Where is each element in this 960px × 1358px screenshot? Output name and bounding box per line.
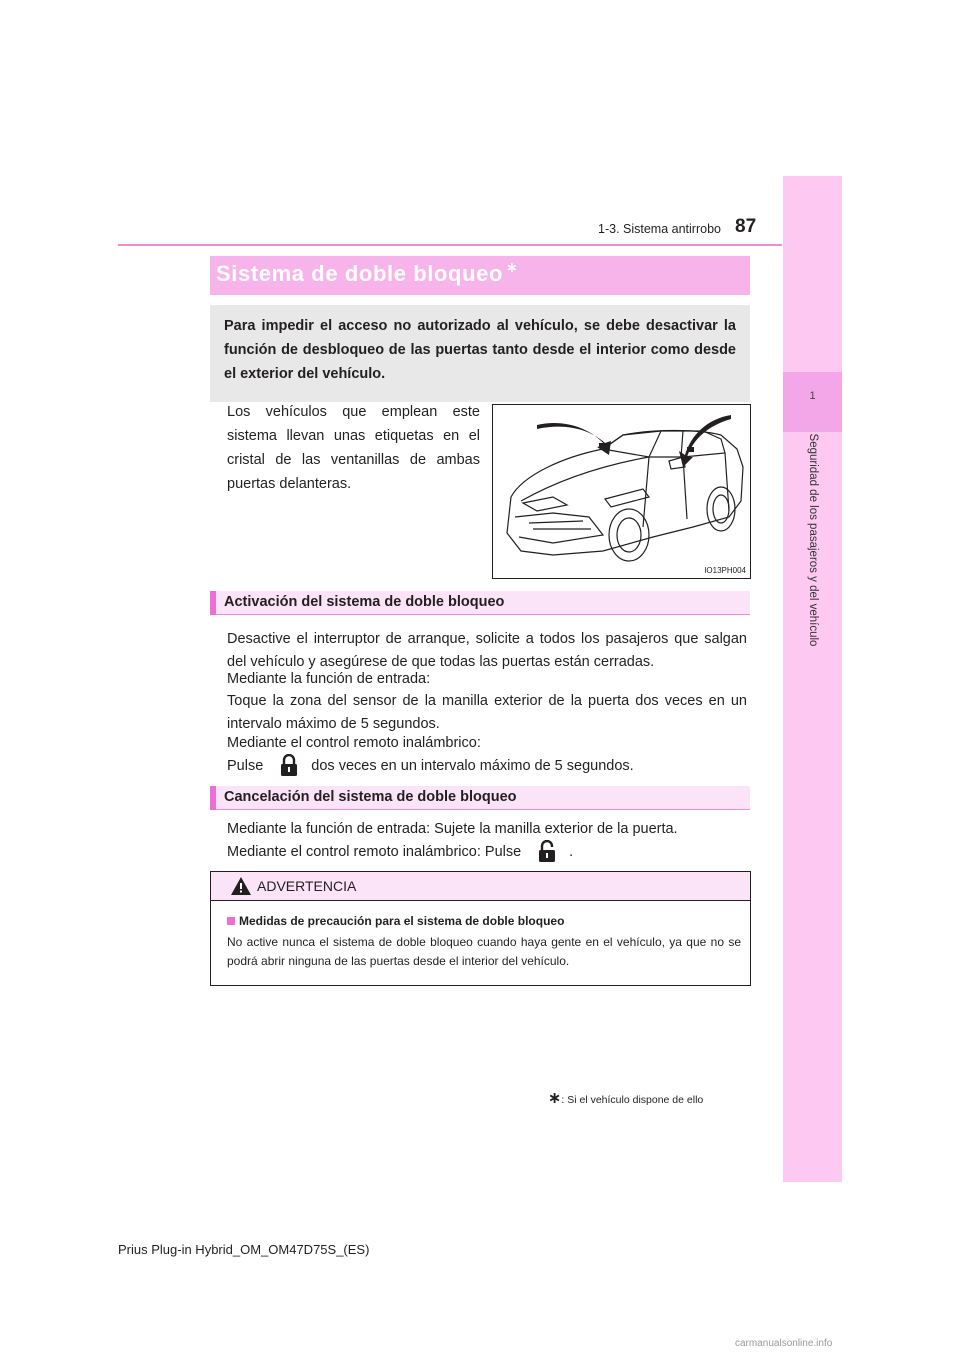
side-tab-strip (783, 176, 842, 1182)
warning-subtitle (227, 914, 564, 928)
car-drawing (493, 405, 750, 578)
cancel-entry-line: Mediante la función de entrada: Sujete la manilla exterior de la puerta. (227, 821, 678, 837)
remote-pre: Pulse (227, 758, 264, 774)
cancel-remote-pre: Mediante el control remoto inalámbrico: Pulse (227, 844, 522, 860)
remote-post: dos veces en un intervalo máximo de 5 segundos. (311, 758, 634, 774)
entry-label: Mediante la función de entrada: (227, 671, 431, 687)
section-reference: 1-3. Sistema antirrobo (598, 222, 721, 236)
chapter-title: Seguridad de los pasajeros y del vehículo (807, 433, 819, 647)
footer-manual-code: Prius Plug-in Hybrid_OM_OM47D75S_(ES) (118, 1242, 370, 1257)
bullet-square-icon (227, 917, 235, 925)
page-title (216, 261, 518, 287)
figure-paragraph: Los vehículos que emplean este sistema llevan unas etiquetas en el cristal de las ventanillas de ambas puertas delanteras. (227, 404, 480, 492)
warning-box (210, 871, 751, 986)
warning-icon (231, 877, 251, 895)
remote-instruction (227, 754, 747, 778)
footnote-text: : Si el vehículo dispone de ello (561, 1094, 704, 1106)
activation-heading-bar (210, 591, 216, 615)
header-rule (118, 244, 782, 246)
warning-body: No active nunca el sistema de doble bloqueo cuando haya gente en el vehículo, ya que no se podrá abrir ninguna de las puertas desde el interior del vehículo. (227, 935, 741, 968)
cancellation-heading (210, 786, 750, 810)
figure-code: IO13PH004 (704, 566, 746, 575)
cancel-remote-post: . (569, 844, 574, 860)
activation-heading (210, 591, 750, 615)
activation-paragraph: Desactive el interruptor de arranque, solicite a todos los pasajeros que salgan del vehículo y asegúrese de que todas las puertas están cerradas. (227, 631, 747, 670)
activation-heading-text: Activación del sistema de doble bloqueo (224, 594, 505, 610)
cancellation-heading-text: Cancelación del sistema de doble bloqueo (224, 789, 517, 805)
side-tab-chapter-block (783, 372, 842, 432)
car-illustration (492, 404, 751, 579)
title-marker: ∗ (506, 259, 519, 275)
warning-header (211, 872, 750, 901)
remote-label: Mediante el control remoto inalámbrico: (227, 735, 481, 751)
warning-title: ADVERTENCIA (257, 878, 357, 894)
lock-icon (279, 754, 299, 776)
footnote-marker: ∗ (548, 1090, 562, 1107)
chapter-number: 1 (809, 390, 816, 402)
unlock-icon (537, 840, 557, 862)
footnote (548, 1088, 703, 1108)
page-title-text: Sistema de doble bloqueo (216, 261, 503, 286)
page-number: 87 (735, 216, 757, 237)
intro-box (210, 305, 750, 402)
cancel-remote-line (227, 840, 747, 864)
watermark: carmanualsonline.info (735, 1338, 833, 1349)
entry-text: Toque la zona del sensor de la manilla exterior de la puerta dos veces en un intervalo máximo de 5 segundos. (227, 693, 747, 732)
cancellation-heading-bar (210, 786, 216, 810)
intro-text: Para impedir el acceso no autorizado al vehículo, se debe desactivar la función de desbloqueo de las puertas tanto desde el interior como desde el exterior del vehículo. (224, 318, 736, 382)
warning-subtitle-text: Medidas de precaución para el sistema de doble bloqueo (239, 914, 565, 928)
